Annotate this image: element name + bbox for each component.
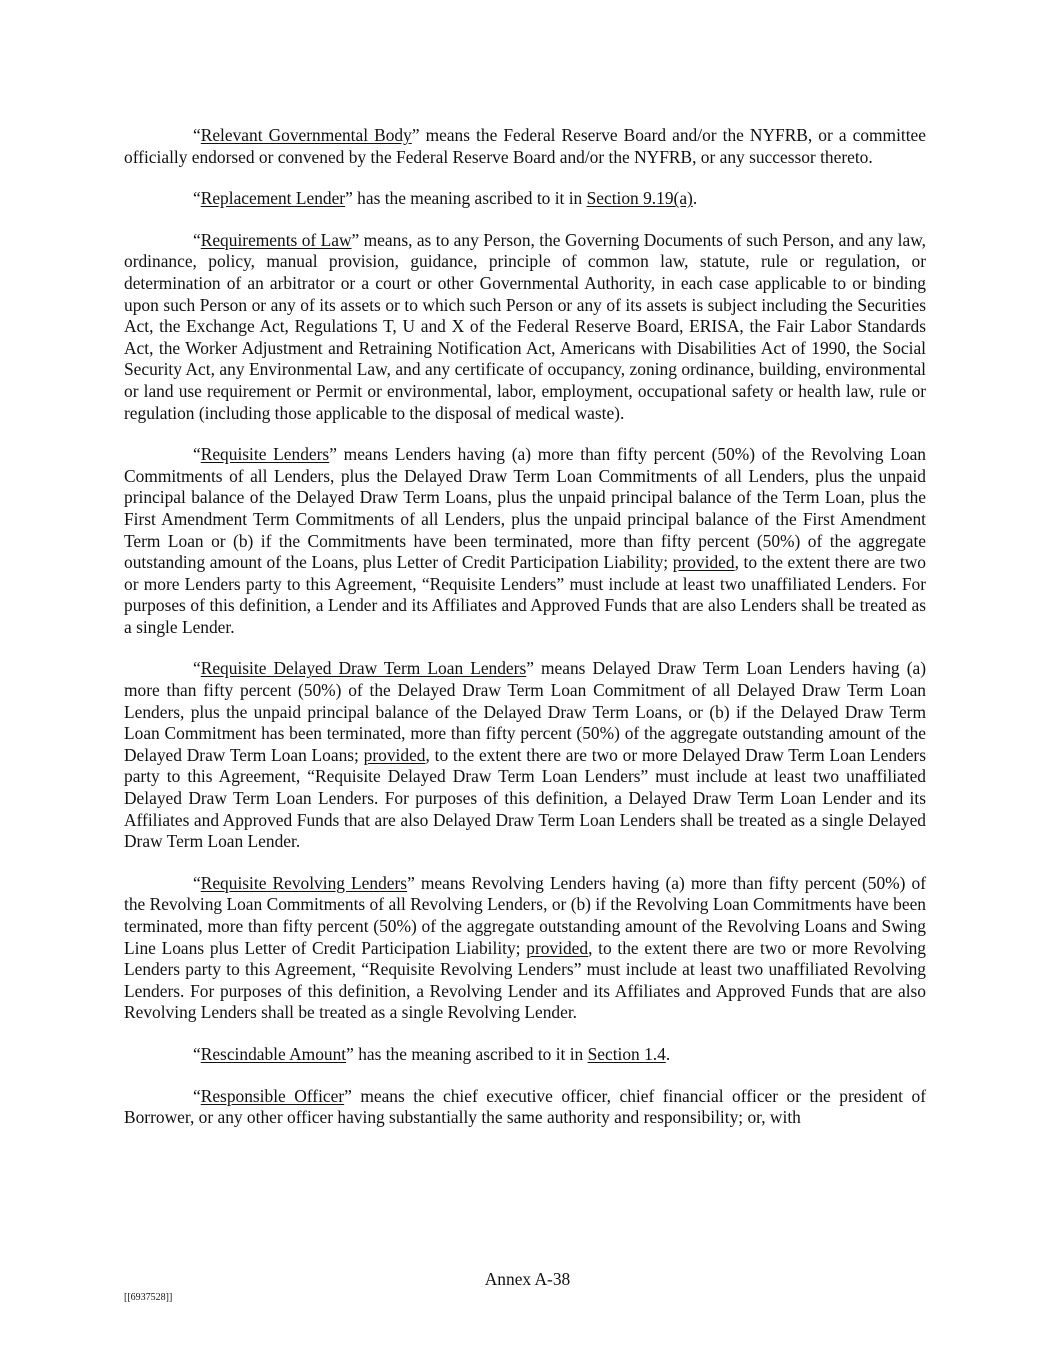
defined-term: Replacement Lender	[200, 188, 346, 209]
definition-text: ” has the meaning ascribed to it in	[345, 188, 587, 209]
defined-term: Requisite Lenders	[200, 444, 330, 465]
open-quote: “	[193, 658, 201, 679]
definition-replacement-lender	[124, 188, 926, 210]
definition-text-end: , to the extent there are two or more Delayed Draw Term Loan Lenders party to this Agreement, “Requisite Delayed Draw Term Loan Lenders” must include at least two unaffiliated Delayed Draw Term Loan Lenders. For purposes of this definition, a Delayed Draw Term Loan Lender and its Affiliates and Approved Funds that are also Delayed Draw Term Loan Lenders shall be treated as a single Delayed Draw Term Loan Lender.	[124, 744, 926, 852]
definition-text: ” means Delayed Draw Term Loan Lenders having (a) more than fifty percent (50%) of the Delayed Draw Term Loan Commitment of all Delayed Draw Term Loan Lenders, plus the unpaid principal balance of the Delayed Draw Term Loans, or (b) if the Delayed Draw Term Loan Commitment has been terminated, more than fifty percent (50%) of the aggregate outstanding amount of the Delayed Draw Term Loan Loans;	[124, 658, 926, 765]
proviso-term: provided	[672, 552, 735, 573]
open-quote: “	[193, 229, 201, 250]
defined-term: Requirements of Law	[200, 229, 352, 250]
open-quote: “	[193, 872, 201, 893]
definition-requisite-lenders	[124, 444, 926, 638]
section-reference: Section 1.4	[587, 1043, 666, 1064]
open-quote: “	[193, 1043, 201, 1064]
defined-term: Rescindable Amount	[200, 1043, 347, 1064]
page-number-label: Annex A-38	[484, 1269, 571, 1289]
document-body	[124, 125, 926, 1149]
definition-text-end: , to the extent there are two or more Revolving Lenders party to this Agreement, “Requisite Revolving Lenders” must include at least two unaffiliated Revolving Lenders. For purposes of this definition, a Revolving Lender and its Affiliates and Approved Funds that are also Revolving Lenders shall be treated as a single Revolving Lender.	[124, 937, 926, 1023]
definition-requisite-delayed-draw-term-loan-lenders	[124, 658, 926, 852]
definition-responsible-officer	[124, 1086, 926, 1129]
definition-text: ” has the meaning ascribed to it in	[346, 1043, 588, 1064]
defined-term: Relevant Governmental Body	[200, 125, 412, 145]
section-reference: Section 9.19(a)	[586, 188, 693, 209]
defined-term: Requisite Revolving Lenders	[200, 872, 408, 893]
definition-requirements-of-law	[124, 230, 926, 424]
proviso-term: provided	[526, 937, 589, 958]
definition-rescindable-amount	[124, 1044, 926, 1066]
open-quote: “	[193, 188, 201, 209]
definition-text-end: .	[665, 1043, 671, 1064]
definition-relevant-governmental-body	[124, 125, 926, 168]
defined-term: Responsible Officer	[200, 1085, 345, 1106]
definition-text: ” means the chief executive officer, chief financial officer or the president of Borrower, or any other officer having substantially the same authority and responsibility; or, with	[124, 1085, 926, 1128]
definition-text: ” means the Federal Reserve Board and/or the NYFRB, or a committee officially endorsed or convened by the Federal Reserve Board and/or the NYFRB, or any successor thereto.	[124, 125, 926, 167]
definition-requisite-revolving-lenders	[124, 873, 926, 1024]
document-id: [[6937528]]	[124, 1292, 173, 1303]
definition-text: ” means Lenders having (a) more than fifty percent (50%) of the Revolving Loan Commitments of all Lenders, plus the Delayed Draw Term Loan Commitments of all Lenders, plus the unpaid principal balance of the Delayed Draw Term Loans, plus the unpaid principal balance of the Term Loan, plus the First Amendment Term Commitments of all Lenders, plus the unpaid principal balance of the First Amendment Term Loan or (b) if the Commitments have been terminated, more than fifty percent (50%) of the aggregate outstanding amount of the Loans, plus Letter of Credit Participation Liability;	[124, 444, 926, 573]
open-quote: “	[193, 1085, 201, 1106]
proviso-term: provided	[363, 744, 426, 765]
definition-text: ” means Revolving Lenders having (a) more than fifty percent (50%) of the Revolving Loan Commitments of all Revolving Lenders, or (b) if the Revolving Loan Commitments have been terminated, more than fifty percent (50%) of the aggregate outstanding amount of the Revolving Loans and Swing Line Loans plus Letter of Credit Participation Liability;	[124, 872, 926, 958]
open-quote: “	[193, 125, 201, 145]
definition-text: ” means, as to any Person, the Governing Documents of such Person, and any law, ordinance, policy, manual provision, guidance, principle of common law, statute, rule or regulation, or determination of an arbitrator or a court or other Governmental Authority, in each case applicable to or binding upon such Person or any of its assets or to which such Person or any of its assets is subject including the Securities Act, the Exchange Act, Regulations T, U and X of the Federal Reserve Board, ERISA, the Fair Labor Standards Act, the Worker Adjustment and Retraining Notification Act, Americans with Disabilities Act of 1990, the Social Security Act, any Environmental Law, and any certificate of occupancy, zoning ordinance, building, environmental or land use requirement or Permit or environmental, labor, employment, occupational safety or health law, rule or regulation (including those applicable to the disposal of medical waste).	[124, 229, 926, 423]
defined-term: Requisite Delayed Draw Term Loan Lenders	[200, 658, 527, 679]
definition-text-end: .	[692, 188, 698, 209]
open-quote: “	[193, 444, 201, 465]
definition-text-end: , to the extent there are two or more Lenders party to this Agreement, “Requisite Lenders” must include at least two unaffiliated Lenders. For purposes of this definition, a Lender and its Affiliates and Approved Funds that are also Lenders shall be treated as a single Lender.	[124, 552, 926, 637]
